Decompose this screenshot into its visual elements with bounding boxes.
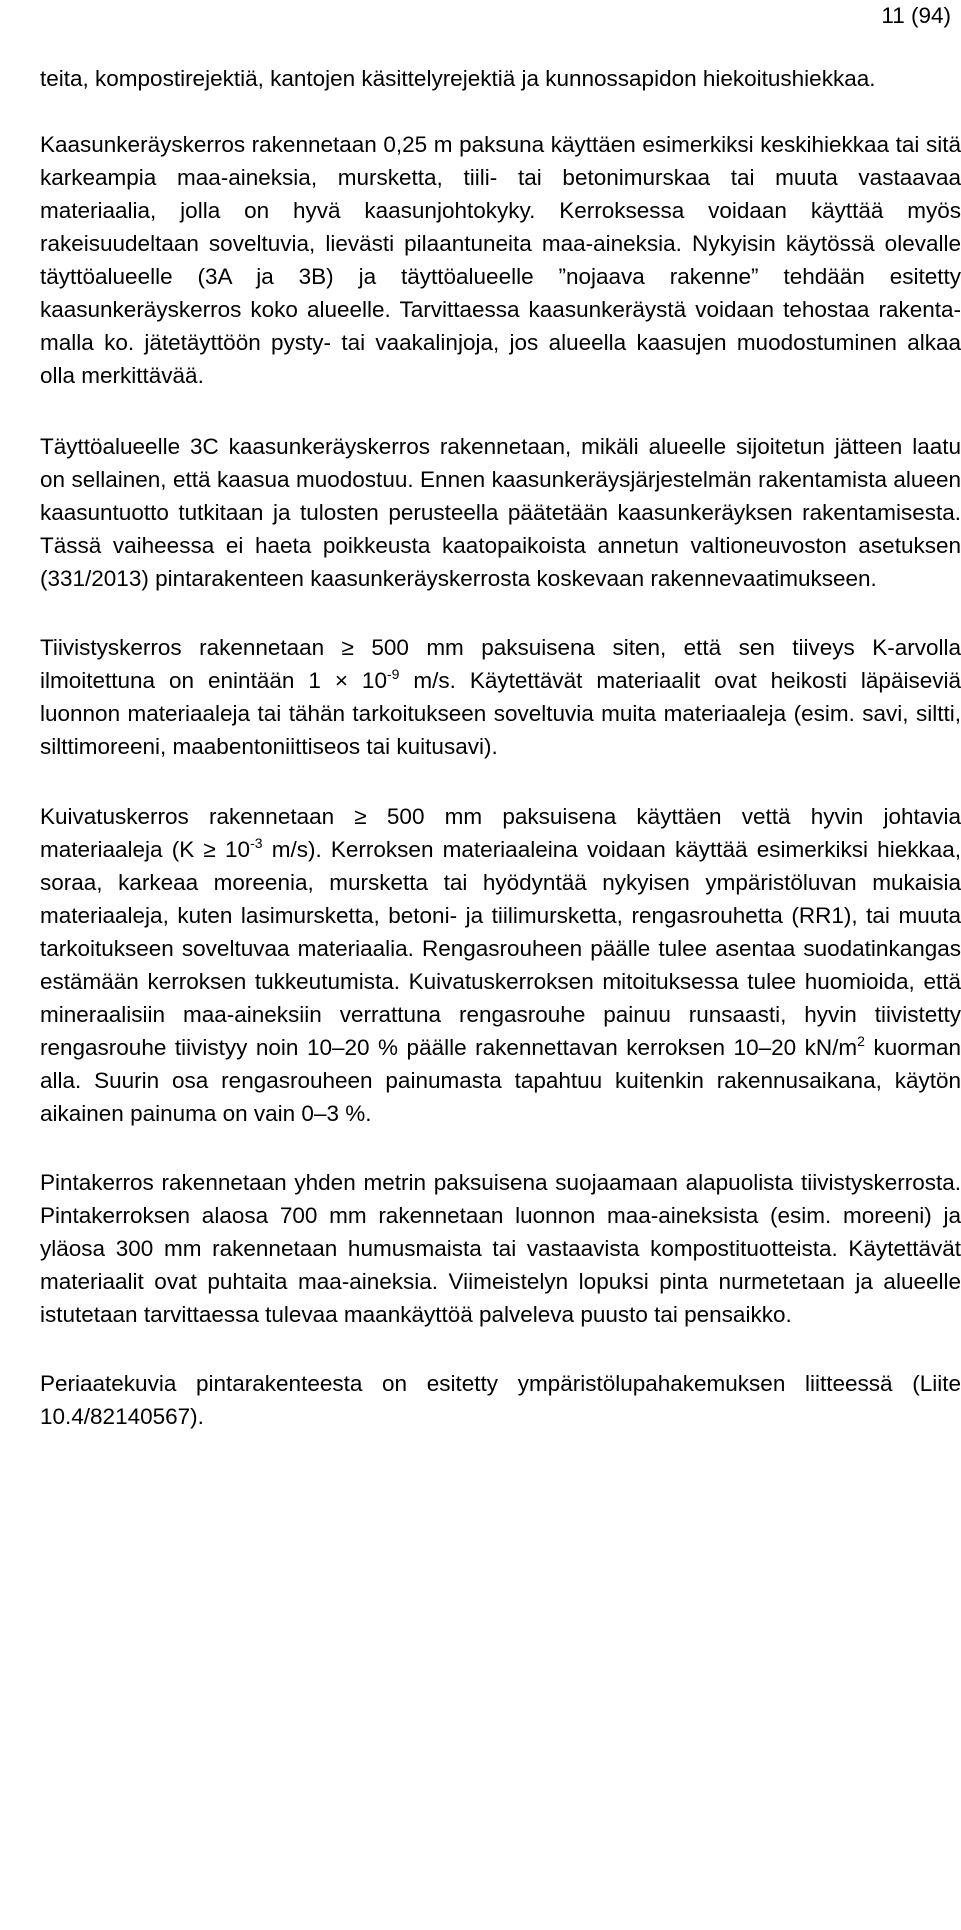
paragraph-area-3c: Täyttöalueelle 3C kaasunkeräyskerros rakennetaan, mikäli alueelle sijoitetun jätteen laatu on sellainen, että kaasua muodostuu. Ennen kaasunkeräysjärjestelmän rakentamista alueen kaasuntuotto tutkitaan ja tulosten perusteella päätetään kaasunkeräyksen rakentamisesta. Tässä vaiheessa ei haeta poikkeusta kaatopaikoista annetun valtioneuvoston asetuksen (331/2013) pintarakenteen kaasunkeräyskerrosta koskevaan rakennevaatimukseen. xyxy=(40,434,961,591)
drainage-text-end: kuorman alla. Suurin osa rengasrouheen painumasta tapahtuu kuitenkin rakennusaikana, käytön aikainen painuma on vain 0–3 %. xyxy=(40,1035,961,1126)
drainage-text-middle: m/s). Kerroksen materiaaleina voidaan käyttää esimerkiksi hiekkaa, soraa, karkeaa moreenia, mursketta tai hyödyntää nykyisen ympäristöluvan mukaisia materiaaleja, kuten lasimursketta, betoni- ja tiilimursketta, rengasrouhetta (RR1), tai muuta tarkoitukseen soveltuvaa materiaalia. Rengasrouheen päälle tulee asentaa suodatinkangas estämään kerroksen tukkeutumista. Kuivatuskerroksen mitoituksessa tulee huomioida, että mineraalisiin maa-aineksiin verrattuna rengasrouhe painuu runsaasti, hyvin tiivistetty rengasrouhe tiivistyy noin 10–20 % päälle rakennettavan kerroksen 10–20 kN/m xyxy=(40,837,961,1060)
paragraph-reference: Periaatekuvia pintarakenteesta on esitetty ympäristölupahakemuksen liitteessä (Liite 10.4/82140567). xyxy=(40,1371,961,1429)
paragraph-continuation: teita, kompostirejektiä, kantojen käsittelyrejektiä ja kunnossapidon hiekoitushiekkaa. xyxy=(40,66,876,91)
sealing-text-start: Tiivistyskerros rakennetaan ≥ 500 mm paksuisena siten, että sen tiiveys K-arvolla ilmoitettuna on enintään 1 × 10 xyxy=(40,635,961,693)
paragraph-surface-layer: Pintakerros rakennetaan yhden metrin paksuisena suojaamaan alapuolista tiivistyskerrosta. Pintakerroksen alaosa 700 mm rakennetaan luonnon maa-aineksista (esim. moreeni) ja yläosa 300 mm rakennetaan humusmaista tai vastaavista kompostituotteista. Käytettävät materiaalit ovat puhtaita maa-aineksia. Viimeistelyn lopuksi pinta nurmetetaan ja alueelle istutetaan tarvittaessa tulevaa maankäyttöä palveleva puusto tai pensaikko. xyxy=(40,1170,961,1327)
paragraph-sealing-layer xyxy=(40,631,961,763)
sealing-text-end: m/s. Käytettävät materiaalit ovat heikosti läpäiseviä luonnon materiaaleja tai tähän tarkoitukseen soveltuvia muita materiaaleja (esim. savi, siltti, silttimoreeni, maabentoniittiseos tai kuitusavi). xyxy=(40,668,961,759)
drainage-text-start: Kuivatuskerros rakennetaan ≥ 500 mm paksuisena käyttäen vettä hyvin johtavia materiaaleja (K ≥ 10 xyxy=(40,804,961,862)
document-body xyxy=(40,62,961,1433)
drainage-area-exponent: 2 xyxy=(857,1033,865,1049)
drainage-exponent: -3 xyxy=(250,835,263,851)
paragraph-gas-collection-layer: Kaasunkeräyskerros rakennetaan 0,25 m paksuna käyttäen esimerkiksi keskihiekkaa tai sitä karkeampia maa-aineksia, mursketta, tiili- tai betonimurskaa tai muuta vastaavaa materiaalia, jolla on hyvä kaasunjohtokyky. Kerroksessa voidaan käyttää myös rakeisuudeltaan soveltuvia, lievästi pilaantuneita maa-aineksia. Nykyisin käytössä olevalle täyttöalueelle (3A ja 3B) ja täyttöalueelle ”nojaava rakenne” tehdään esitetty kaasunkeräyskerros koko alueelle. Tarvittaessa kaasunkeräystä voidaan tehostaa rakentamalla ko. jätetäyttöön pysty- tai vaakalinjoja, jos alueella kaasujen muodostuminen alkaa olla merkittävää. xyxy=(40,132,961,388)
page-number: 11 (94) xyxy=(881,3,951,28)
sealing-exponent: -9 xyxy=(386,666,400,682)
paragraph-drainage-layer xyxy=(40,800,961,1130)
